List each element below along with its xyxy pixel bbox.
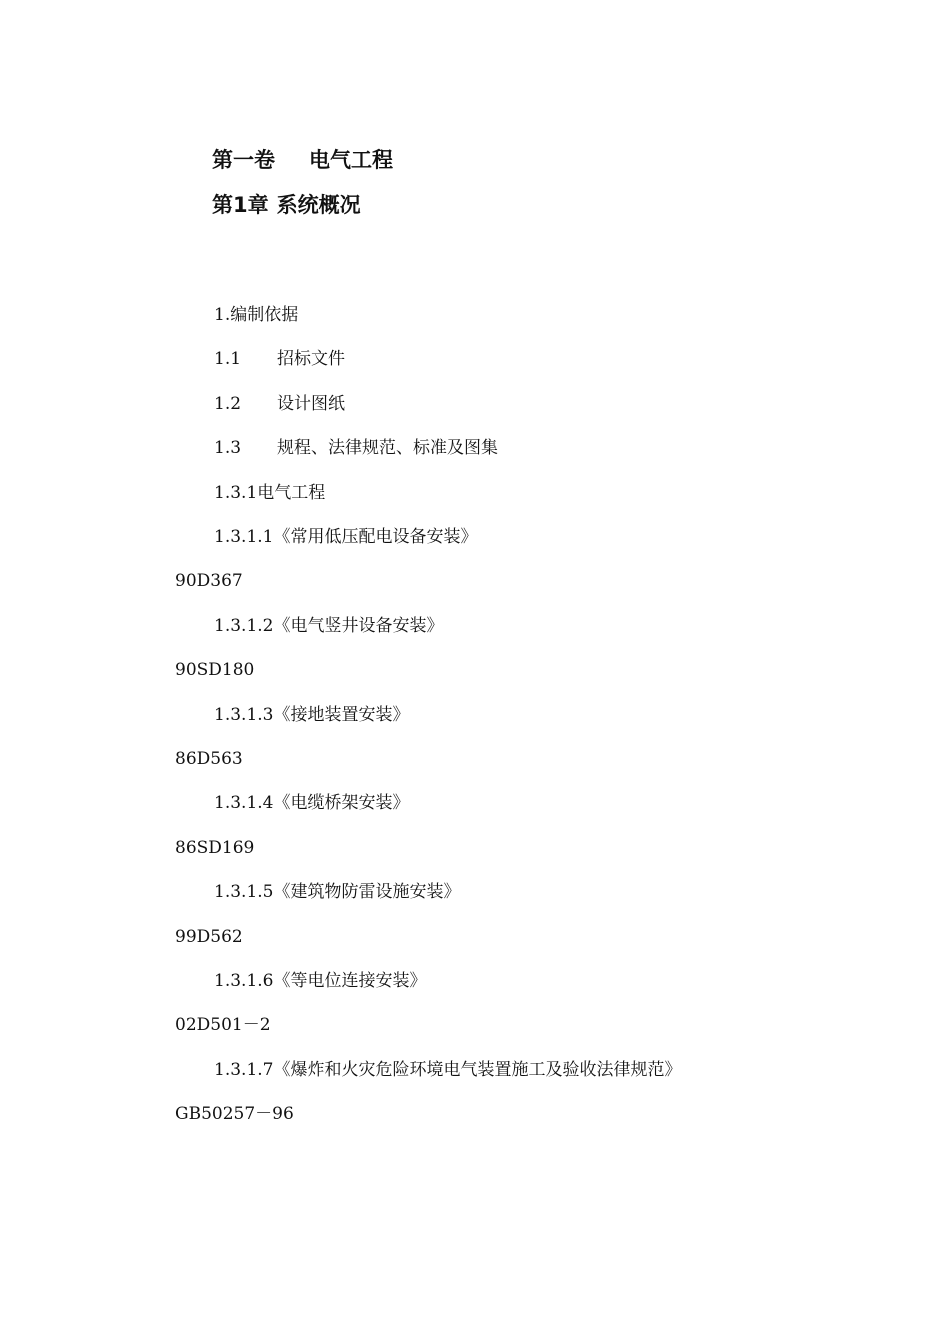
subsection-number: 1.1 <box>214 349 242 369</box>
reference-item: 1.3.1.1《常用低压配电设备安装》 <box>214 527 478 547</box>
volume-label: 第一卷 <box>212 148 275 172</box>
reference-item: 1.3.1.5《建筑物防雷设施安装》 <box>214 882 461 902</box>
reference-code: 90D367 <box>175 571 243 591</box>
volume-heading <box>212 147 393 173</box>
reference-item: 1.3.1.6《等电位连接安装》 <box>214 971 427 991</box>
reference-code: GB50257－96 <box>175 1104 294 1124</box>
reference-item: 1.3.1.3《接地装置安装》 <box>214 705 410 725</box>
volume-title: 电气工程 <box>309 148 393 172</box>
subsection-title: 规程、法律规范、标准及图集 <box>277 438 498 458</box>
reference-item: 1.3.1.4《电缆桥架安装》 <box>214 793 410 813</box>
subsection-title: 招标文件 <box>277 349 345 369</box>
subsection-line <box>214 348 345 370</box>
subsection-line <box>214 437 498 459</box>
reference-code: 86SD169 <box>175 838 255 858</box>
subsection-number: 1.2 <box>214 394 242 414</box>
reference-item: 1.3.1.2《电气竖井设备安装》 <box>214 616 444 636</box>
section-heading: 1.编制依据 <box>214 305 299 325</box>
chapter-label: 第1章 <box>212 193 269 217</box>
reference-code: 90SD180 <box>175 660 255 680</box>
sub-subsection-heading: 1.3.1电气工程 <box>214 483 326 503</box>
reference-code: 02D501－2 <box>175 1015 271 1035</box>
subsection-number: 1.3 <box>214 438 242 458</box>
reference-item: 1.3.1.7《爆炸和火灾危险环境电气装置施工及验收法律规范》 <box>214 1060 682 1080</box>
subsection-title: 设计图纸 <box>277 394 345 414</box>
reference-code: 99D562 <box>175 927 243 947</box>
subsection-line <box>214 393 345 415</box>
chapter-title: 系统概况 <box>276 193 361 217</box>
chapter-heading <box>212 192 361 218</box>
reference-code: 86D563 <box>175 749 243 769</box>
